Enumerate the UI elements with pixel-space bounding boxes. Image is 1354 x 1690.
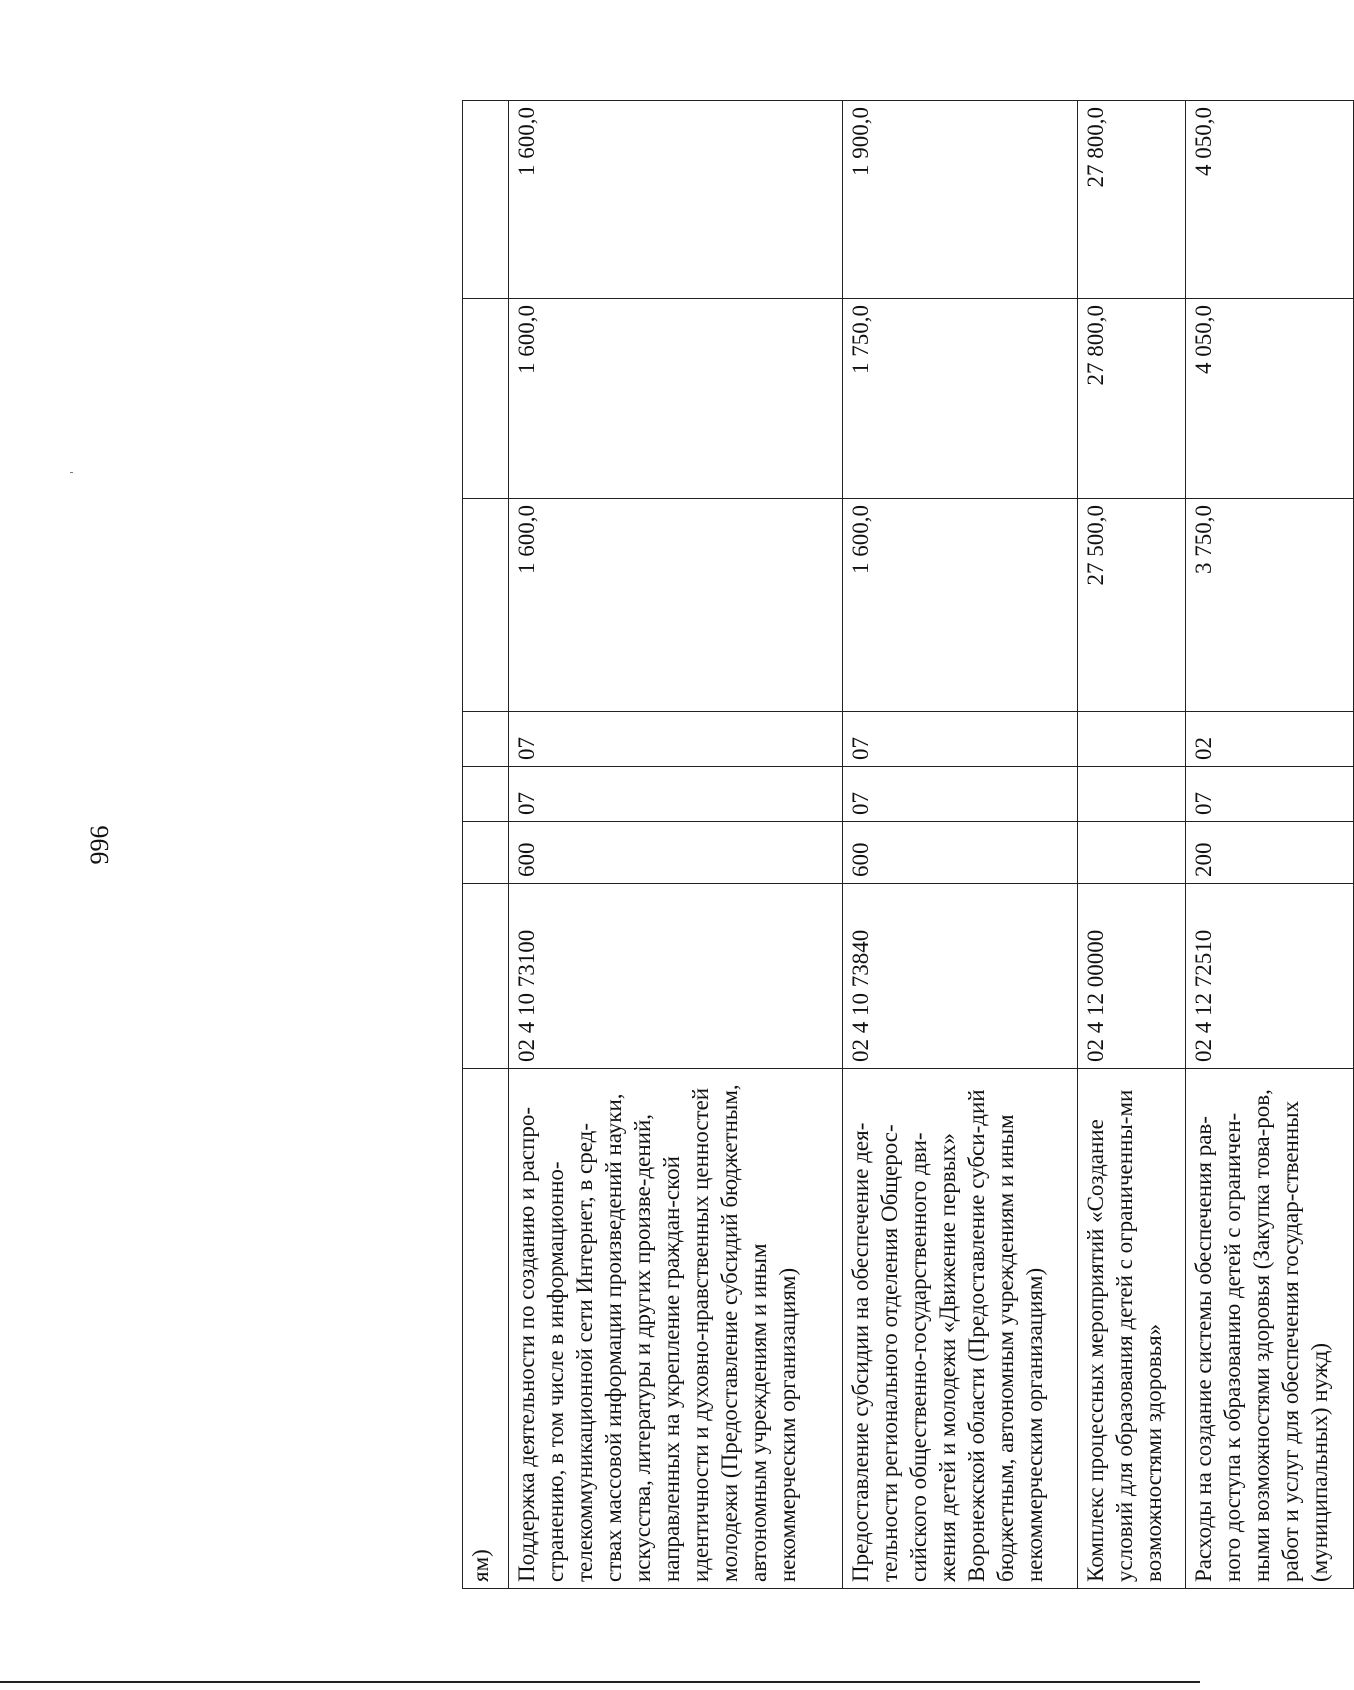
table-row <box>1078 101 1186 1589</box>
subsection-cell: 02 <box>1186 712 1354 767</box>
subsection-cell: 07 <box>843 712 1078 767</box>
amount-year-3-cell: 1 900,0 <box>843 101 1078 299</box>
description-cell: Поддержка деятельности по созданию и распро-странению, в том числе в информационно-телекоммуникационной сети Интернет, в сред-ствах массовой информации произведений науки, искусства, литературы и других произве-дений, направленных на укрепление граждан-ской идентичности и духовно-нравственных ценностей молодежи (Предоставление субсидий бюджетным, автономным учреждениям и иным некоммерческим организациям) <box>509 1069 843 1589</box>
empty-cell <box>463 101 509 299</box>
empty-cell <box>463 767 509 822</box>
subsection-cell <box>1078 712 1186 767</box>
amount-year-2-cell: 27 800,0 <box>1078 299 1186 499</box>
budget-table <box>462 100 1354 1589</box>
table-row <box>1186 101 1354 1589</box>
amount-year-2-cell: 4 050,0 <box>1186 299 1354 499</box>
amount-year-2-cell: 1 750,0 <box>843 299 1078 499</box>
amount-year-1-cell: 1 600,0 <box>509 499 843 712</box>
amount-year-2-cell: 1 600,0 <box>509 299 843 499</box>
empty-cell <box>463 822 509 884</box>
expense-type-cell: 600 <box>843 822 1078 884</box>
description-cell: Предоставление субсидии на обеспечение дея-тельности регионального отделения Общерос-сийского общественно-государственного дви-жения детей и молодежи «Движение первых» Воронежской области (Предоставление субси-дий бюджетным, автономным учреждениям и иным некоммерческим организациям) <box>843 1069 1078 1589</box>
empty-cell <box>463 884 509 1069</box>
section-cell: 07 <box>843 767 1078 822</box>
amount-year-1-cell: 3 750,0 <box>1186 499 1354 712</box>
page-number: 996 <box>85 825 114 865</box>
subsection-cell: 07 <box>509 712 843 767</box>
expense-type-cell <box>1078 822 1186 884</box>
description-cell: Расходы на создание системы обеспечения рав-ного доступа к образованию детей с ограничен-ными возможностями здоровья (Закупка това-ров, работ и услуг для обеспечения государ-ственных (муниципальных) нужд) <box>1186 1069 1354 1589</box>
scan-bottom-edge <box>0 1681 1200 1683</box>
empty-cell <box>463 712 509 767</box>
table-row <box>509 101 843 1589</box>
budget-table-frame <box>462 101 1346 1589</box>
amount-year-3-cell: 27 800,0 <box>1078 101 1186 299</box>
continued-description-cell: ям) <box>463 1069 509 1589</box>
empty-cell <box>463 299 509 499</box>
amount-year-1-cell: 27 500,0 <box>1078 499 1186 712</box>
section-cell: 07 <box>1186 767 1354 822</box>
section-cell <box>1078 767 1186 822</box>
empty-cell <box>463 499 509 712</box>
amount-year-3-cell: 1 600,0 <box>509 101 843 299</box>
target-article-code-cell: 02 4 12 00000 <box>1078 884 1186 1069</box>
expense-type-cell: 200 <box>1186 822 1354 884</box>
target-article-code-cell: 02 4 10 73100 <box>509 884 843 1069</box>
amount-year-1-cell: 1 600,0 <box>843 499 1078 712</box>
table-row-continuation <box>463 101 509 1589</box>
target-article-code-cell: 02 4 12 72510 <box>1186 884 1354 1069</box>
scan-speck <box>70 472 73 473</box>
amount-year-3-cell: 4 050,0 <box>1186 101 1354 299</box>
section-cell: 07 <box>509 767 843 822</box>
expense-type-cell: 600 <box>509 822 843 884</box>
table-row <box>843 101 1078 1589</box>
target-article-code-cell: 02 4 10 73840 <box>843 884 1078 1069</box>
description-cell: Комплекс процессных мероприятий «Создание условий для образования детей с ограниченны-ми возможностями здоровья» <box>1078 1069 1186 1589</box>
